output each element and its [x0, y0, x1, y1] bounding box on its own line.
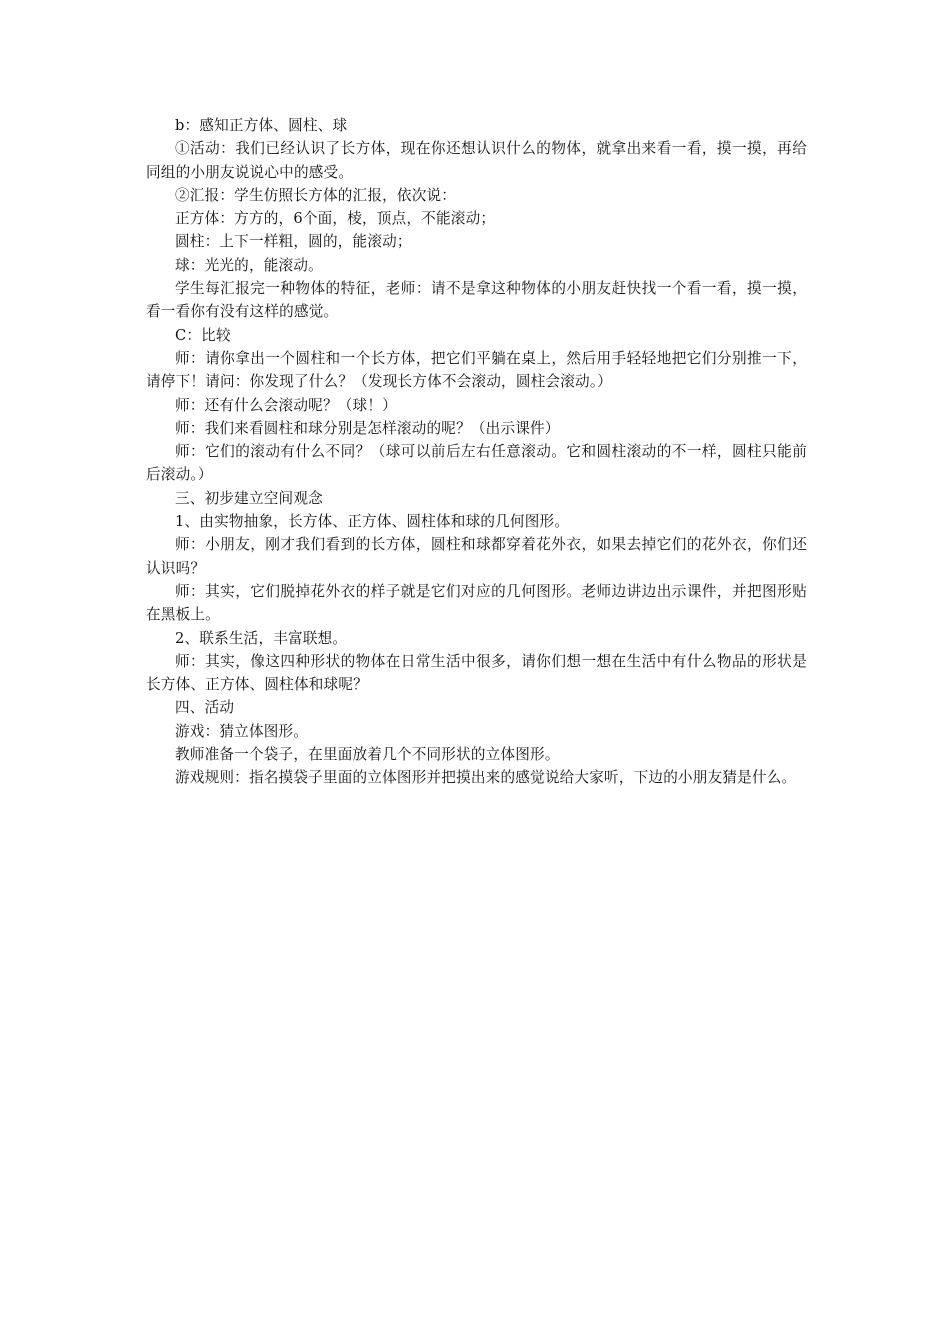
teacher-paragraph: 师：其实，像这四种形状的物体在日常生活中很多，请你们想一想在生活中有什么物品的形状是长方体、正方体、圆柱体和球呢？	[146, 652, 807, 694]
teacher-paragraph: 师：我们来看圆柱和球分别是怎样滚动的呢？（出示课件）	[175, 419, 560, 437]
cube-description: 正方体：方方的，6个面，棱，顶点，不能滚动；	[175, 210, 496, 228]
section-heading-3: 三、初步建立空间观念	[175, 489, 323, 507]
game-rules-paragraph: 游戏规则：指名摸袋子里面的立体图形并把摸出来的感觉说给大家听，下边的小朋友猜是什么。	[175, 769, 797, 787]
subsection-heading-3-1: 1、由实物抽象，长方体、正方体、圆柱体和球的几何图形。	[175, 513, 570, 531]
subsection-heading-b: b：感知正方体、圆柱、球	[175, 117, 348, 134]
teacher-paragraph: 师：请你拿出一个圆柱和一个长方体，把它们平躺在桌上，然后用手轻轻地把它们分别推一下，请停下！请问：你发现了什么？（发现长方体不会滚动，圆柱会滚动。）	[146, 349, 807, 391]
teacher-paragraph: 师：它们的滚动有什么不同？（球可以前后左右任意滚动。它和圆柱滚动的不一样，圆柱只能前后滚动。）	[146, 443, 807, 484]
teacher-paragraph: 师：还有什么会滚动呢？（球！）	[175, 396, 397, 414]
game-title: 游戏：猜立体图形。	[175, 722, 309, 740]
section-heading-4: 四、活动	[175, 699, 235, 717]
document-page	[146, 114, 807, 790]
subsection-heading-3-2: 2、联系生活，丰富联想。	[175, 629, 348, 647]
teacher-paragraph: 师：其实，它们脱掉花外衣的样子就是它们对应的几何图形。老师边讲边出示课件，并把图形贴在黑板上。	[146, 582, 807, 624]
report-paragraph: ②汇报：学生仿照长方体的汇报，依次说：	[175, 186, 457, 204]
teacher-paragraph: 师：小朋友，刚才我们看到的长方体，圆柱和球都穿着花外衣，如果去掉它们的花外衣，你们还认识吗？	[146, 536, 807, 577]
sphere-description: 球：光光的，能滚动。	[175, 256, 323, 274]
activity-paragraph: ①活动：我们已经认识了长方体，现在你还想认识什么的物体，就拿出来看一看，摸一摸，再给同组的小朋友说说心中的感受。	[146, 140, 807, 181]
cylinder-description: 圆柱：上下一样粗，圆的，能滚动；	[175, 233, 412, 251]
subsection-heading-c: C：比较	[175, 326, 231, 344]
student-report-paragraph: 学生每汇报完一种物体的特征，老师：请不是拿这种物体的小朋友赶快找一个看一看，摸一摸，看一看你有没有这样的感觉。	[146, 280, 807, 321]
teacher-prep-paragraph: 教师准备一个袋子，在里面放着几个不同形状的立体图形。	[175, 746, 560, 764]
